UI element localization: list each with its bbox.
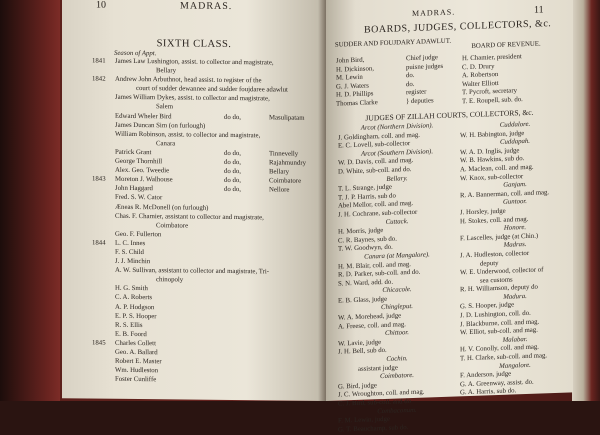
entry-name: court of sudder dewannee and sudder foujdaree adawlut [136,85,288,94]
sudder-judge-role: Chief judge [406,54,438,63]
zillah-entry: J. H. Cochrane, sub-collector [338,208,418,219]
zillah-entry: J. C. Wroughton, coll. and mag. [338,388,425,399]
zillah-entry: W. D. Davis, coll. and mag. [338,157,414,167]
entry-name: Charles Collett [115,339,156,348]
zillah-entry: Cuddalore. [499,120,531,129]
entry-station: Tinnevelly [269,150,299,158]
zillah-entry: H. Morris, judge [338,227,384,236]
entry-year: 1843 [92,175,106,183]
revenue-member-name: H. Chamier, president [462,53,522,63]
zillah-entry: Chingleput. [381,303,413,312]
right-page-number: 11 [534,4,544,16]
revenue-member-name: C. D. Drury [462,62,495,71]
zillah-entry: F. Lascelles, judge (at Chin.) [460,232,539,243]
revenue-member-name: A. Robertson [462,71,499,80]
entry-name: A. W. Sullivan, assistant to collector and magistrate, Tri- [115,266,270,276]
sudder-header: SUDDER AND FOUJDARY ADAWLUT. [334,37,452,49]
entry-name: Foster Cunliffe [115,376,157,384]
zillah-entry: Arcot (Southern Division). [360,148,434,158]
zillah-entry: G. A. Harris, sub do. [460,387,517,397]
zillah-entry: A. Maclean, coll. and mag. [460,163,534,174]
zillah-entry: G. S. Hooper, judge [460,301,515,311]
zillah-entry: Cochin. [386,355,408,363]
book-cover-right [572,0,600,401]
sudder-judge-role: register [406,88,427,97]
sudder-judge-name: G. J. Waters [336,82,369,91]
entry-name: Bellary [156,67,177,75]
entry-station: Rajahmundry [269,159,306,167]
entry-station: Coimbatore [269,177,302,185]
zillah-entry: J. H. Bell, sub do. [338,347,387,357]
sudder-judge-role: do. [406,80,415,88]
right-running-head: MADRAS. [412,7,456,18]
entry-name: Coimbatore [156,221,189,230]
entry-name: Geo. F. Fullerton [115,230,162,239]
entry-name: Æneas R. McDonell (on furlough) [115,203,209,212]
zillah-entry: W. B. Hawkins, sub do. [460,155,525,165]
entry-name: Chas. F. Chamier, assistant to collector and magistrate, [115,212,264,221]
entry-station: Bellary [269,168,290,176]
entry-name: George Thornhill [115,157,163,166]
zillah-entry: C. J. Bird, sub-coll. and do [338,398,412,408]
zillah-entry: Guntoor. [503,198,527,207]
zillah-entry: Combaconum. [377,406,417,415]
entry-office: do do, [224,186,241,194]
sudder-judge-role: } deputies [406,97,434,106]
sudder-judge-name: M. Lewin [336,73,363,82]
zillah-entry: Malabar. [502,335,528,344]
entry-name: William Robinson, assist. to collector and magistrate, [115,130,261,140]
entry-office: do do, [224,177,241,185]
zillah-entry: G. Bird, judge [338,382,377,391]
revenue-member-name: Walter Elliott [462,79,499,89]
entry-row [92,376,324,388]
entry-name: Andrew John Arbuthnot, head assist. to register of the [115,75,262,85]
entry-year: 1844 [92,239,106,247]
section-title-sixth-class: SIXTH CLASS. [156,38,232,51]
zillah-entry: D. White, sub-coll. and do. [338,165,412,176]
entry-name: James William Dykes, assist. to collector and magistrate, [115,94,270,103]
entry-name: John Haggard [115,185,153,193]
left-entries-list [92,58,324,388]
zillah-entry: Mangalore. [499,361,531,370]
sudder-judge-name: H. Dickinson, [336,64,374,74]
entry-name: E. B. Foord [115,330,147,338]
zillah-entry: S. N. Ward, add. do. [338,278,394,288]
entry-office: do do, [224,158,241,167]
entry-name: J. J. Minchin [115,257,151,266]
zillah-entry: Canara (at Mangalore). [364,251,430,261]
revenue-names [462,53,523,107]
zillah-entry: Madura. [503,292,527,301]
zillah-entry: T. L. Strange, judge [338,183,392,193]
sudder-names [336,56,378,109]
zillah-entry: W. A. D. Inglis, judge [460,147,520,157]
entry-name: A. P. Hodgson [115,303,155,311]
left-page [62,0,326,401]
right-page [326,0,573,434]
zillah-entry: E. B. Glass, judge [338,295,388,305]
entry-year: 1842 [92,75,106,83]
zillah-entry: Coimbatore. [380,372,414,381]
zillah-entry: R. A. Bannerman, coll. and mag. [460,188,550,200]
zillah-entry: R. D. Parker, sub-coll. and do. [338,268,421,279]
zillah-entry: assistant judge [358,364,398,373]
zillah-entry: J. Horsley, judge [460,207,506,217]
zillah-entry: F. M. Lewin, judge [338,415,390,425]
zillah-entry: W. Lavie, judge [338,338,382,348]
revenue-header: BOARD OF REVENUE. [471,40,541,50]
zillah-entry: W. H. Babington, judge [460,129,525,139]
zillah-entry: E. C. Lovell, sub-collector [338,140,411,150]
entry-name: Salem [156,103,173,111]
entry-year: 1845 [92,339,106,347]
zillah-entry: H. V. Conolly, coll. and mag. [460,343,539,354]
revenue-member-name: T. Pycroft, secretary [462,87,517,97]
entry-name: Robert E. Master [115,357,162,366]
zillah-entry: Cuttack. [385,217,409,226]
entry-name: C. A. Roberts [115,294,153,302]
zillah-entry: H. Stokes, coll. and mag. [460,215,529,225]
zillah-entry: C. R. Baynes, sub do. [338,235,397,245]
entry-office: do do, [224,149,241,158]
left-page-number: 10 [96,0,106,11]
entry-name: F. S. Child [115,248,144,257]
zillah-right-column [460,119,570,398]
entry-station: Nellore [269,186,290,194]
zillah-entry: W. A. Morehead, judge [338,312,402,322]
entry-name: E. P. S. Hooper [115,312,157,320]
book-cover-left [0,0,60,401]
zillah-entry: T. H. Clarke, sub-coll. and mag. [460,352,548,363]
zillah-entry: Ganjam. [503,181,527,189]
zillah-entry: R. H. Williamson, deputy do [460,283,538,294]
zillah-entry: deputy [480,259,499,268]
entry-name: Canara [156,140,176,148]
zillah-entry: Chicacole. [382,286,412,295]
sudder-judge-role: do. [406,72,415,80]
entry-name: Moreton J. Walhouse [115,176,173,184]
entry-name: Alex. Geo. Tweedie [115,166,170,175]
zillah-entry: W. Elliot, sub-coll. and mag. [460,326,538,337]
section-title-boards: BOARDS, JUDGES, COLLECTORS, &c. [364,18,552,36]
zillah-entry: sea customs [480,276,513,285]
entry-name: James Law Lushington, assist. to collector and magistrate, [115,57,274,67]
zillah-entry: J. Goldingham, coll. and mag. [338,131,420,142]
entry-name: Geo. A. Ballard [115,348,158,357]
sudder-roles [406,54,443,107]
zillah-entry: J. Blackburne, coll. and mag. [460,318,540,328]
entry-name: L. C. Innes [115,239,146,247]
zillah-entry: G. A. Greenway, assist. do. [460,378,534,389]
zillah-entry: Abel Mellor, coll. and mag. [338,200,414,210]
zillah-entry: Chittoor. [385,329,409,338]
zillah-entry: F. Anderson, judge [460,370,512,380]
entry-name: Edward Wheler Bird [115,112,172,120]
sudder-judge-name: John Bird, [336,56,365,65]
zillah-entry: Cuddapah. [499,138,531,147]
zillah-entry: J. A. Hudleston, collector [460,249,530,260]
zillah-entry: Madras. [503,241,527,250]
entry-name: H. G. Smith [115,285,148,293]
sudder-judge-name: H. D. Phillips [336,90,374,100]
entry-office: do do, [224,168,241,176]
entry-name: James Duncan Sim (on furlough) [115,121,206,130]
entry-station: Masulipatam [269,113,305,122]
zillah-entry: Honore. [503,224,527,232]
zillah-entry: Bellary. [386,174,408,183]
entry-name: Patrick Grant [115,148,152,157]
left-running-head: MADRAS. [180,0,233,13]
entry-name: Fred. S. W. Cator [115,194,163,202]
zillah-entry: A. Freese, coll. and mag. [338,320,406,331]
sudder-judge-role: puisne judges [406,62,444,71]
zillah-entry: J. D. Lushington, coll. do. [460,309,531,320]
zillah-entry: W. E. Underwood, collector of [460,266,544,277]
zillah-entry: G. T. Beauchamp, sub do. [338,423,409,434]
entry-name: R. S. Ellis [115,321,143,329]
zillah-entry: H. M. Blair, coll. and mag. [338,260,411,271]
entry-office: do do, [224,113,241,121]
zillah-entry: T. W. Goodwyn, do. [338,243,393,253]
column-header-season: Season of Appt. [114,49,157,58]
entry-name: Wm. Hudleston [115,366,159,375]
zillah-entry: W. Knox, sub-collector [460,172,524,182]
entry-name: chinopoly [156,276,184,284]
entry-year: 1841 [92,57,106,65]
zillah-left-column [338,121,456,434]
sudder-judge-name: Thomas Clarke [336,99,378,108]
zillah-header: JUDGES OF ZILLAH COURTS, COLLECTORS, &c. [365,107,534,123]
zillah-entry: Arcot (Northern Division). [360,122,434,132]
zillah-entry: T. J. P. Harris, sub do [338,192,396,202]
revenue-member-name: T. E. Roupell, sub. do. [462,96,523,106]
